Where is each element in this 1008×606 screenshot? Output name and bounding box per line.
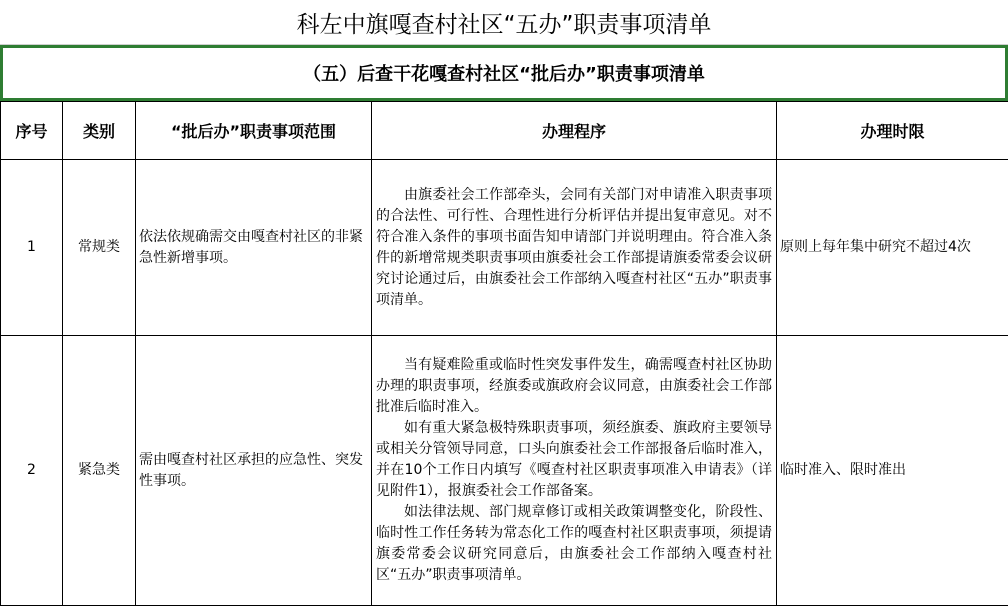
- header-time-limit: 办理时限: [777, 102, 1008, 160]
- header-category: 类别: [63, 102, 136, 160]
- cell-category[interactable]: 紧急类: [63, 336, 136, 606]
- cell-time-limit[interactable]: 原则上每年集中研究不超过4次: [777, 160, 1008, 336]
- table-row: [1, 160, 1008, 336]
- procedure-paragraph: 由旗委社会工作部牵头，会同有关部门对申请准入职责事项的合法性、可行性、合理性进行分析评估并提出复审意见。对不符合准入条件的事项书面告知申请部门并说明理由。符合准入条件的新增常规类职责事项由旗委社会工作部提请旗委常委会议研究讨论通过后，由旗委社会工作部纳入嘎查村社区“五办”职责事项清单。: [376, 185, 772, 311]
- header-procedure: 办理程序: [372, 102, 777, 160]
- cell-category[interactable]: 常规类: [63, 160, 136, 336]
- cell-no[interactable]: 1: [1, 160, 63, 336]
- header-row: [1, 102, 1008, 160]
- cell-procedure[interactable]: [372, 160, 777, 336]
- procedure-paragraph: 如有重大紧急极特殊职责事项，须经旗委、旗政府主要领导或相关分管领导同意，口头向旗委社会工作部报备后临时准入，并在10个工作日内填写《嘎查村社区职责事项准入申请表》（详见附件1），报旗委社会工作部备案。: [376, 418, 772, 502]
- duty-table: [0, 101, 1008, 606]
- procedure-paragraph: 如法律法规、部门规章修订或相关政策调整变化，阶段性、临时性工作任务转为常态化工作的嘎查村社区职责事项，须提请旗委常委会议研究同意后，由旗委社会工作部纳入嘎查村社区“五办”职责事项清单。: [376, 502, 772, 586]
- header-no: 序号: [1, 102, 63, 160]
- header-scope: “批后办”职责事项范围: [136, 102, 372, 160]
- cell-procedure[interactable]: [372, 336, 777, 606]
- procedure-paragraph: 当有疑难险重或临时性突发事件发生，确需嘎查村社区协助办理的职责事项，经旗委或旗政府会议同意，由旗委社会工作部批准后临时准入。: [376, 355, 772, 418]
- cell-scope[interactable]: 依法依规确需交由嘎查村社区的非紧急性新增事项。: [136, 160, 372, 336]
- cell-no[interactable]: 2: [1, 336, 63, 606]
- cell-scope[interactable]: 需由嘎查村社区承担的应急性、突发性事项。: [136, 336, 372, 606]
- section-subtitle[interactable]: （五）后查干花嘎查村社区“批后办”职责事项清单: [0, 45, 1008, 101]
- cell-time-limit[interactable]: 临时准入、限时准出: [777, 336, 1008, 606]
- table-row: [1, 336, 1008, 606]
- sheet-title: 科左中旗嘎查村社区“五办”职责事项清单: [0, 0, 1008, 45]
